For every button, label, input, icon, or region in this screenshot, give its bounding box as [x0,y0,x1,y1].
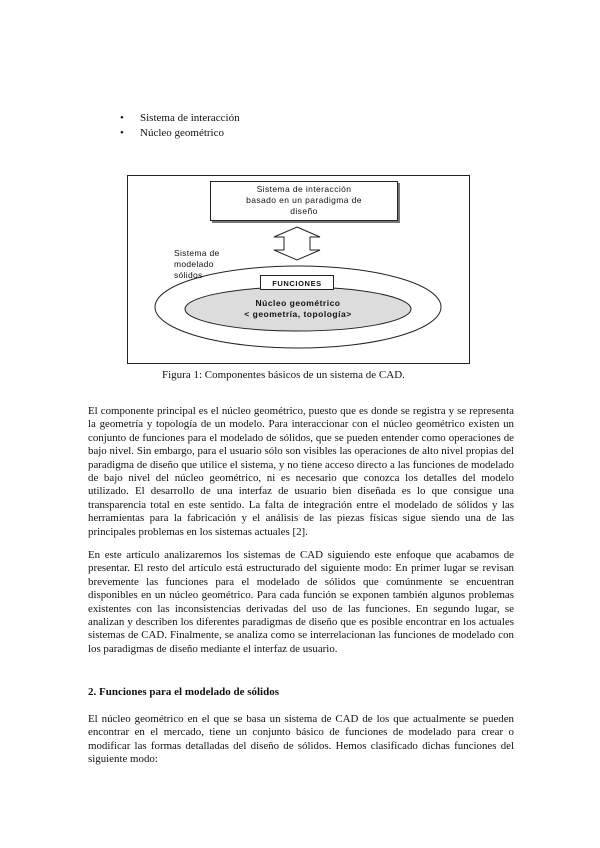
top-box-line: basado en un paradigma de [246,195,362,205]
paragraph: El componente principal es el núcleo geométrico, puesto que es donde se registra y se representa la geometría y topología de un modelo. Para interaccionar con el núcleo geométrico existen un conjunto de funciones para el modelado de sólidos, que se pueden entender como operaciones de bajo nivel. Sin embargo, para el usuario sólo son visibles las operaciones de alto nivel propias del paradigma de diseño que utilice el sistema, y no tiene acceso directo a las funciones de modelado de bajo nivel del núcleo geométrico, ni es necesario que conozca los detalles del modelo utilizado. El desarrollo de una interfaz de usuario bien diseñada es lo que consigue una transparencia total en este sentido. La falta de integración entre el modelado de sólidos y las herramientas para la fabricación y el análisis de las piezas físicas sigue siendo una de las principales problemas en los sistemas actuales [2]. [88,405,514,538]
double-arrow [274,227,320,260]
core-line: < geometría, topología> [244,309,352,319]
core-line: Núcleo geométrico [255,298,341,308]
side-label-line: modelado [174,259,214,269]
figure-cad-components [127,175,470,364]
solid-modeling-label [174,248,244,281]
section-heading: 2. Funciones para el modelado de sólidos [88,686,279,698]
bullet-item: • Núcleo geométrico [120,126,240,141]
paragraph: El núcleo geométrico en el que se basa un sistema de CAD de los que actualmente se pueden encontrar en el mercado, tiene un conjunto básico de funciones de modelado para crear o modificar las formas detalladas del diseño de sólidos. Hemos clasificado dichas funciones del siguiente modo: [88,713,514,766]
bullet-item: • Sistema de interacción [120,111,240,126]
top-box-line: Sistema de interacción [256,184,352,194]
interaction-system-box [210,181,398,221]
paragraph: En este artículo analizaremos los sistemas de CAD siguiendo este enfoque que acabamos de presentar. El resto del artículo está estructurado del siguiente modo: En primer lugar se revisan brevemente las funciones para el modelado de sólidos que comúnmente se encuentran disponibles en un núcleo geométrico. Para cada función se exponen también algunos problemas existentes con las inconsistencias derivadas del uso de las funciones. En segundo lugar, se analizan y describen los diferentes paradigmas de diseño que es posible encontrar en los actuales sistemas de CAD. Finalmente, se analiza como se interrelacionan las funciones de modelado con los paradigmas de diseño mediante el interfaz de usuario. [88,549,514,655]
top-box-line: diseño [290,206,318,216]
geometric-core-label [208,298,388,320]
side-label-line: Sistema de [174,248,220,258]
functions-box: FUNCIONES [260,275,334,290]
side-label-line: sólidos [174,270,203,280]
bullet-list [120,111,240,141]
figure-caption: Figura 1: Componentes básicos de un sistema de CAD. [162,369,405,381]
